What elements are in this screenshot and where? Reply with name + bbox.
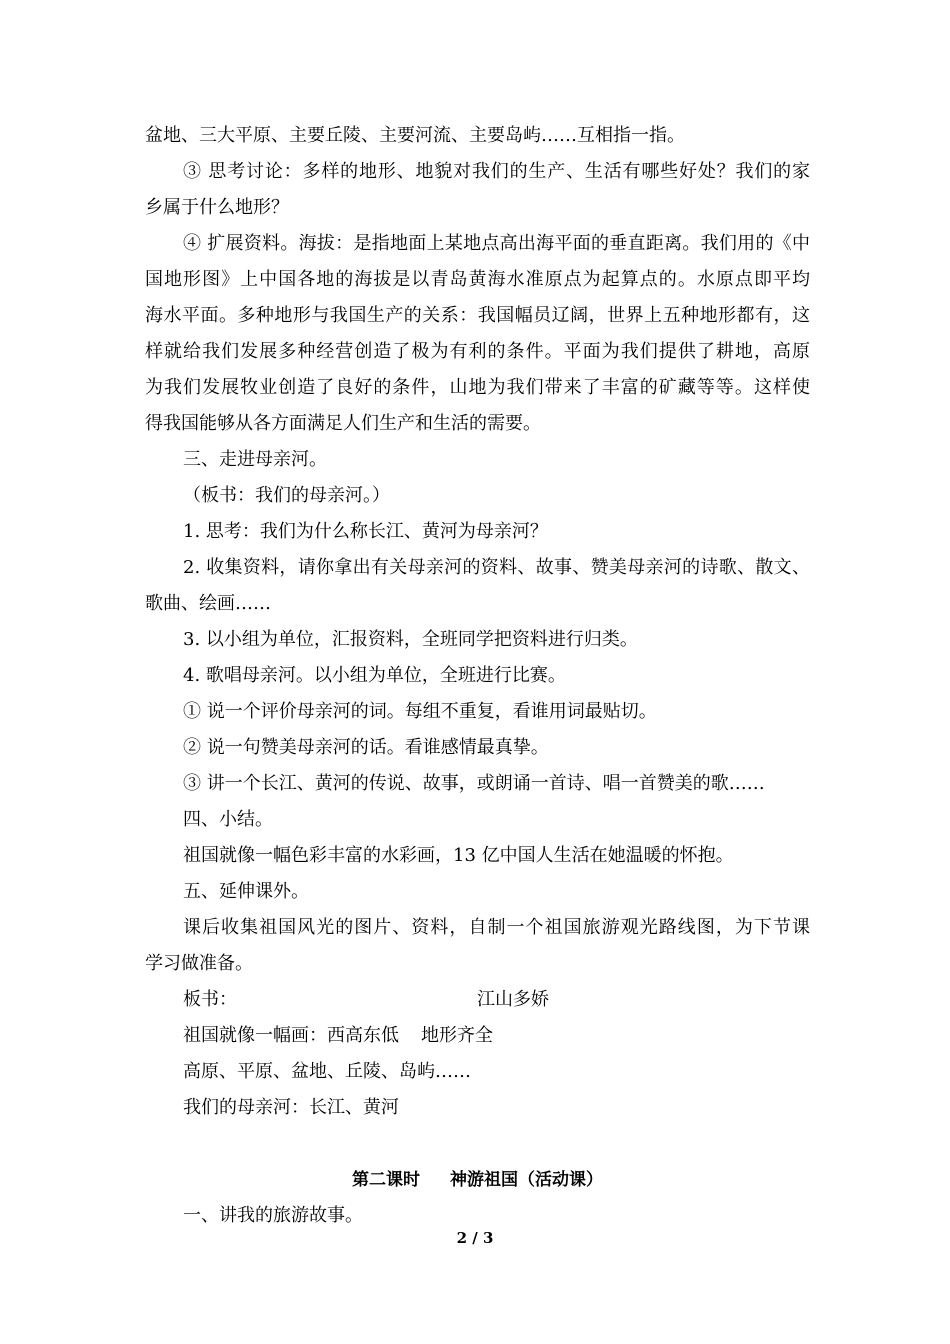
section-heading: 四、小结。	[183, 809, 273, 830]
activity-item: ③ 讲一个长江、黄河的传说、故事，或朗诵一首诗、唱一首赞美的歌……	[183, 773, 765, 794]
board-line: 高原、平原、盆地、丘陵、岛屿……	[183, 1061, 471, 1082]
board-title: 江山多娇	[477, 989, 549, 1010]
paragraph-line: 样就给我们发展多种经营创造了极为有利的条件。平面为我们提供了耕地，高原	[145, 341, 810, 362]
activity-item: ② 说一句赞美母亲河的话。看谁感情最真挚。	[183, 737, 549, 758]
board-line	[145, 1018, 810, 1054]
paragraph-line: 乡属于什么地形？	[145, 197, 289, 218]
question-item: 2. 收集资料，请你拿出有关母亲河的资料、故事、赞美母亲河的诗歌、散文、	[183, 557, 810, 578]
paragraph-line: 海水平面。多种地形与我国生产的关系：我国幅员辽阔，世界上五种地形都有，这	[145, 305, 810, 326]
question-item: 3. 以小组为单位，汇报资料，全班同学把资料进行归类。	[183, 629, 638, 650]
paragraph-line: ③ 思考讨论：多样的地形、地貌对我们的生产、生活有哪些好处？我们的家	[183, 161, 810, 182]
summary-text: 祖国就像一幅色彩丰富的水彩画，13 亿中国人生活在她温暖的怀抱。	[183, 845, 734, 866]
section-heading: 三、走进母亲河。	[183, 449, 327, 470]
paragraph-line: 为我们发展牧业创造了良好的条件，山地为我们带来了丰富的矿藏等等。这样使	[145, 377, 810, 398]
paragraph-line: 国地形图》上中国各地的海拔是以青岛黄海水准原点为起算点的。水原点即平均	[145, 269, 810, 290]
paragraph-line: 学习做准备。	[145, 953, 253, 974]
question-item-continuation: 歌曲、绘画……	[145, 593, 271, 614]
paragraph-line: 得我国能够从各方面满足人们生产和生活的需要。	[145, 413, 541, 434]
lesson-title	[145, 1162, 810, 1198]
paragraph-line: 盆地、三大平原、主要丘陵、主要河流、主要岛屿……互相指一指。	[145, 125, 685, 146]
lesson-number: 第二课时	[352, 1170, 420, 1190]
board-line: 我们的母亲河：长江、黄河	[183, 1097, 399, 1118]
section-heading: 五、延伸课外。	[183, 881, 309, 902]
board-note: （板书：我们的母亲河。）	[183, 485, 390, 506]
lesson-name: 神游祖国（活动课）	[450, 1170, 603, 1190]
board-header	[145, 982, 810, 1018]
page-number: 2 / 3	[456, 1229, 494, 1247]
activity-item: ① 说一个评价母亲河的词。每组不重复，看谁用词最贴切。	[183, 701, 657, 722]
question-item: 4. 歌唱母亲河。以小组为单位，全班进行比赛。	[183, 665, 566, 686]
section-heading: 一、讲我的旅游故事。	[183, 1205, 363, 1226]
document-body	[145, 118, 810, 1234]
paragraph-line: 课后收集祖国风光的图片、资料，自制一个祖国旅游观光路线图，为下节课	[183, 917, 810, 938]
question-item: 1. 思考：我们为什么称长江、黄河为母亲河？	[183, 521, 548, 542]
paragraph-line: ④ 扩展资料。海拔：是指地面上某地点高出海平面的垂直距离。我们用的《中	[183, 233, 810, 254]
board-line-part: 祖国就像一幅画：西高东低	[183, 1025, 399, 1046]
board-line-part: 地形齐全	[421, 1025, 493, 1046]
board-label: 板书：	[183, 989, 237, 1010]
